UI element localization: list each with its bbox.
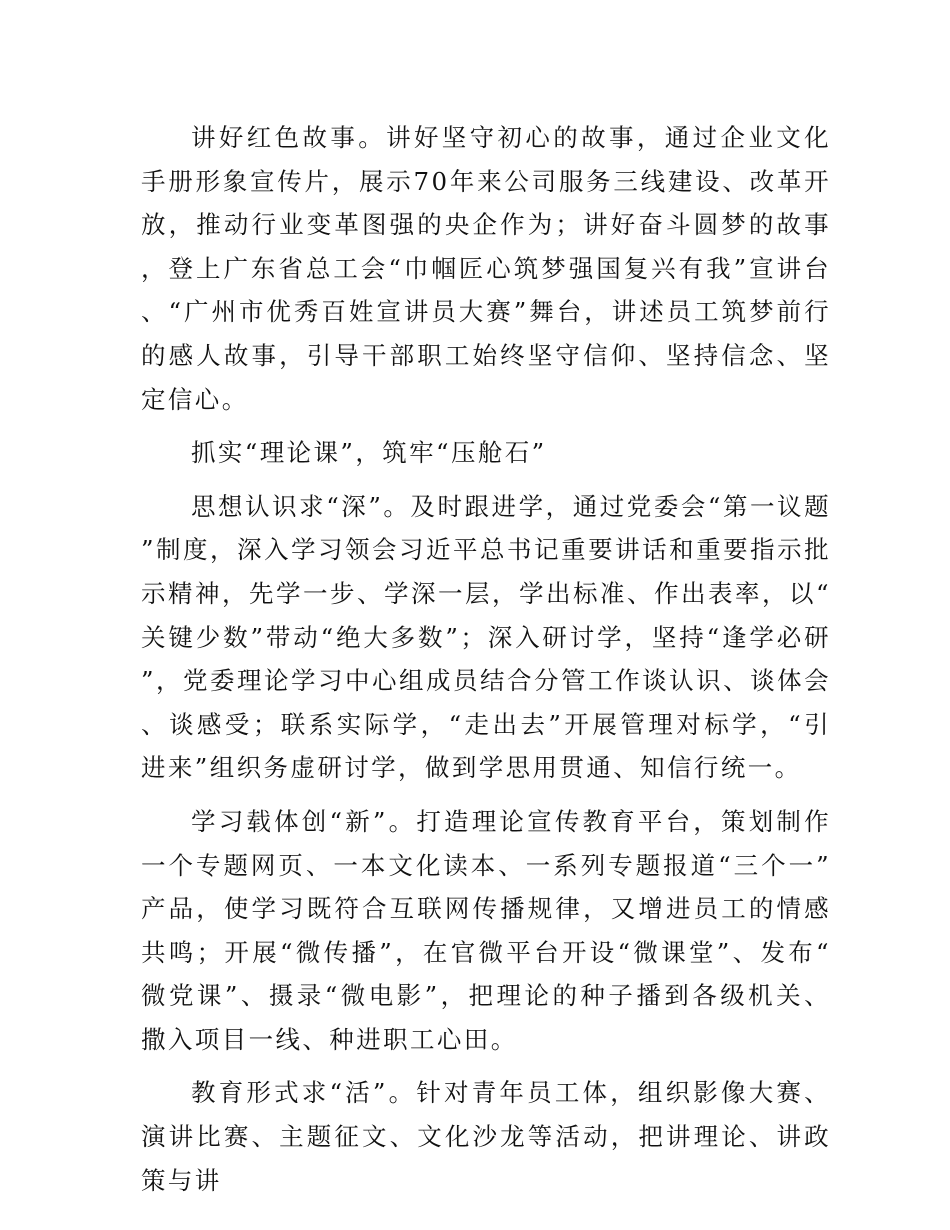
section-heading-theory-class: 抓实“理论课”，筑牢“压舱石” xyxy=(191,438,547,468)
paragraph-red-stories: 讲好红色故事。讲好坚守初心的故事，通过企业文化手册形象宣传片，展示70年来公司服务三线建设、改革开放，推动行业变革图强的央企作为；讲好奋斗圆梦的故事，登上广东省总工会“巾帼匠心筑梦强国复兴有我”宣讲台、“广州市优秀百姓宣讲员大赛”舞台，讲述员工筑梦前行的感人故事，引导干部职工始终坚守信仰、坚持信念、坚定信心。 xyxy=(141,123,831,414)
paragraph-deep-understanding: 思想认识求“深”。及时跟进学，通过党委会“第一议题”制度，深入学习领会习近平总书记重要讲话和重要指示批示精神，先学一步、学深一层，学出标准、作出表率，以“关键少数”带动“绝大多数”；深入研讨学，坚持“逢学必研”，党委理论学习中心组成员结合分管工作谈认识、谈体会、谈感受；联系实际学，“走出去”开展管理对标学，“引进来”组织务虚研讨学，做到学思用贯通、知信行统一。 xyxy=(141,491,831,783)
paragraph-new-carriers: 学习载体创“新”。打造理论宣传教育平台，策划制作一个专题网页、一本文化读本、一系列专题报道“三个一”产品，使学习既符合互联网传播规律，又增进员工的情感共鸣；开展“微传播”，在官微平台开设“微课堂”、发布“微党课”、摄录“微电影”，把理论的种子播到各级机关、撒入项目一线、种进职工心田。 xyxy=(141,806,831,1054)
paragraph-lively-forms: 教育形式求“活”。针对青年员工体，组织影像大赛、演讲比赛、主题征文、文化沙龙等活动，把讲理论、讲政策与讲 xyxy=(141,1078,831,1195)
document-body xyxy=(141,116,831,1202)
